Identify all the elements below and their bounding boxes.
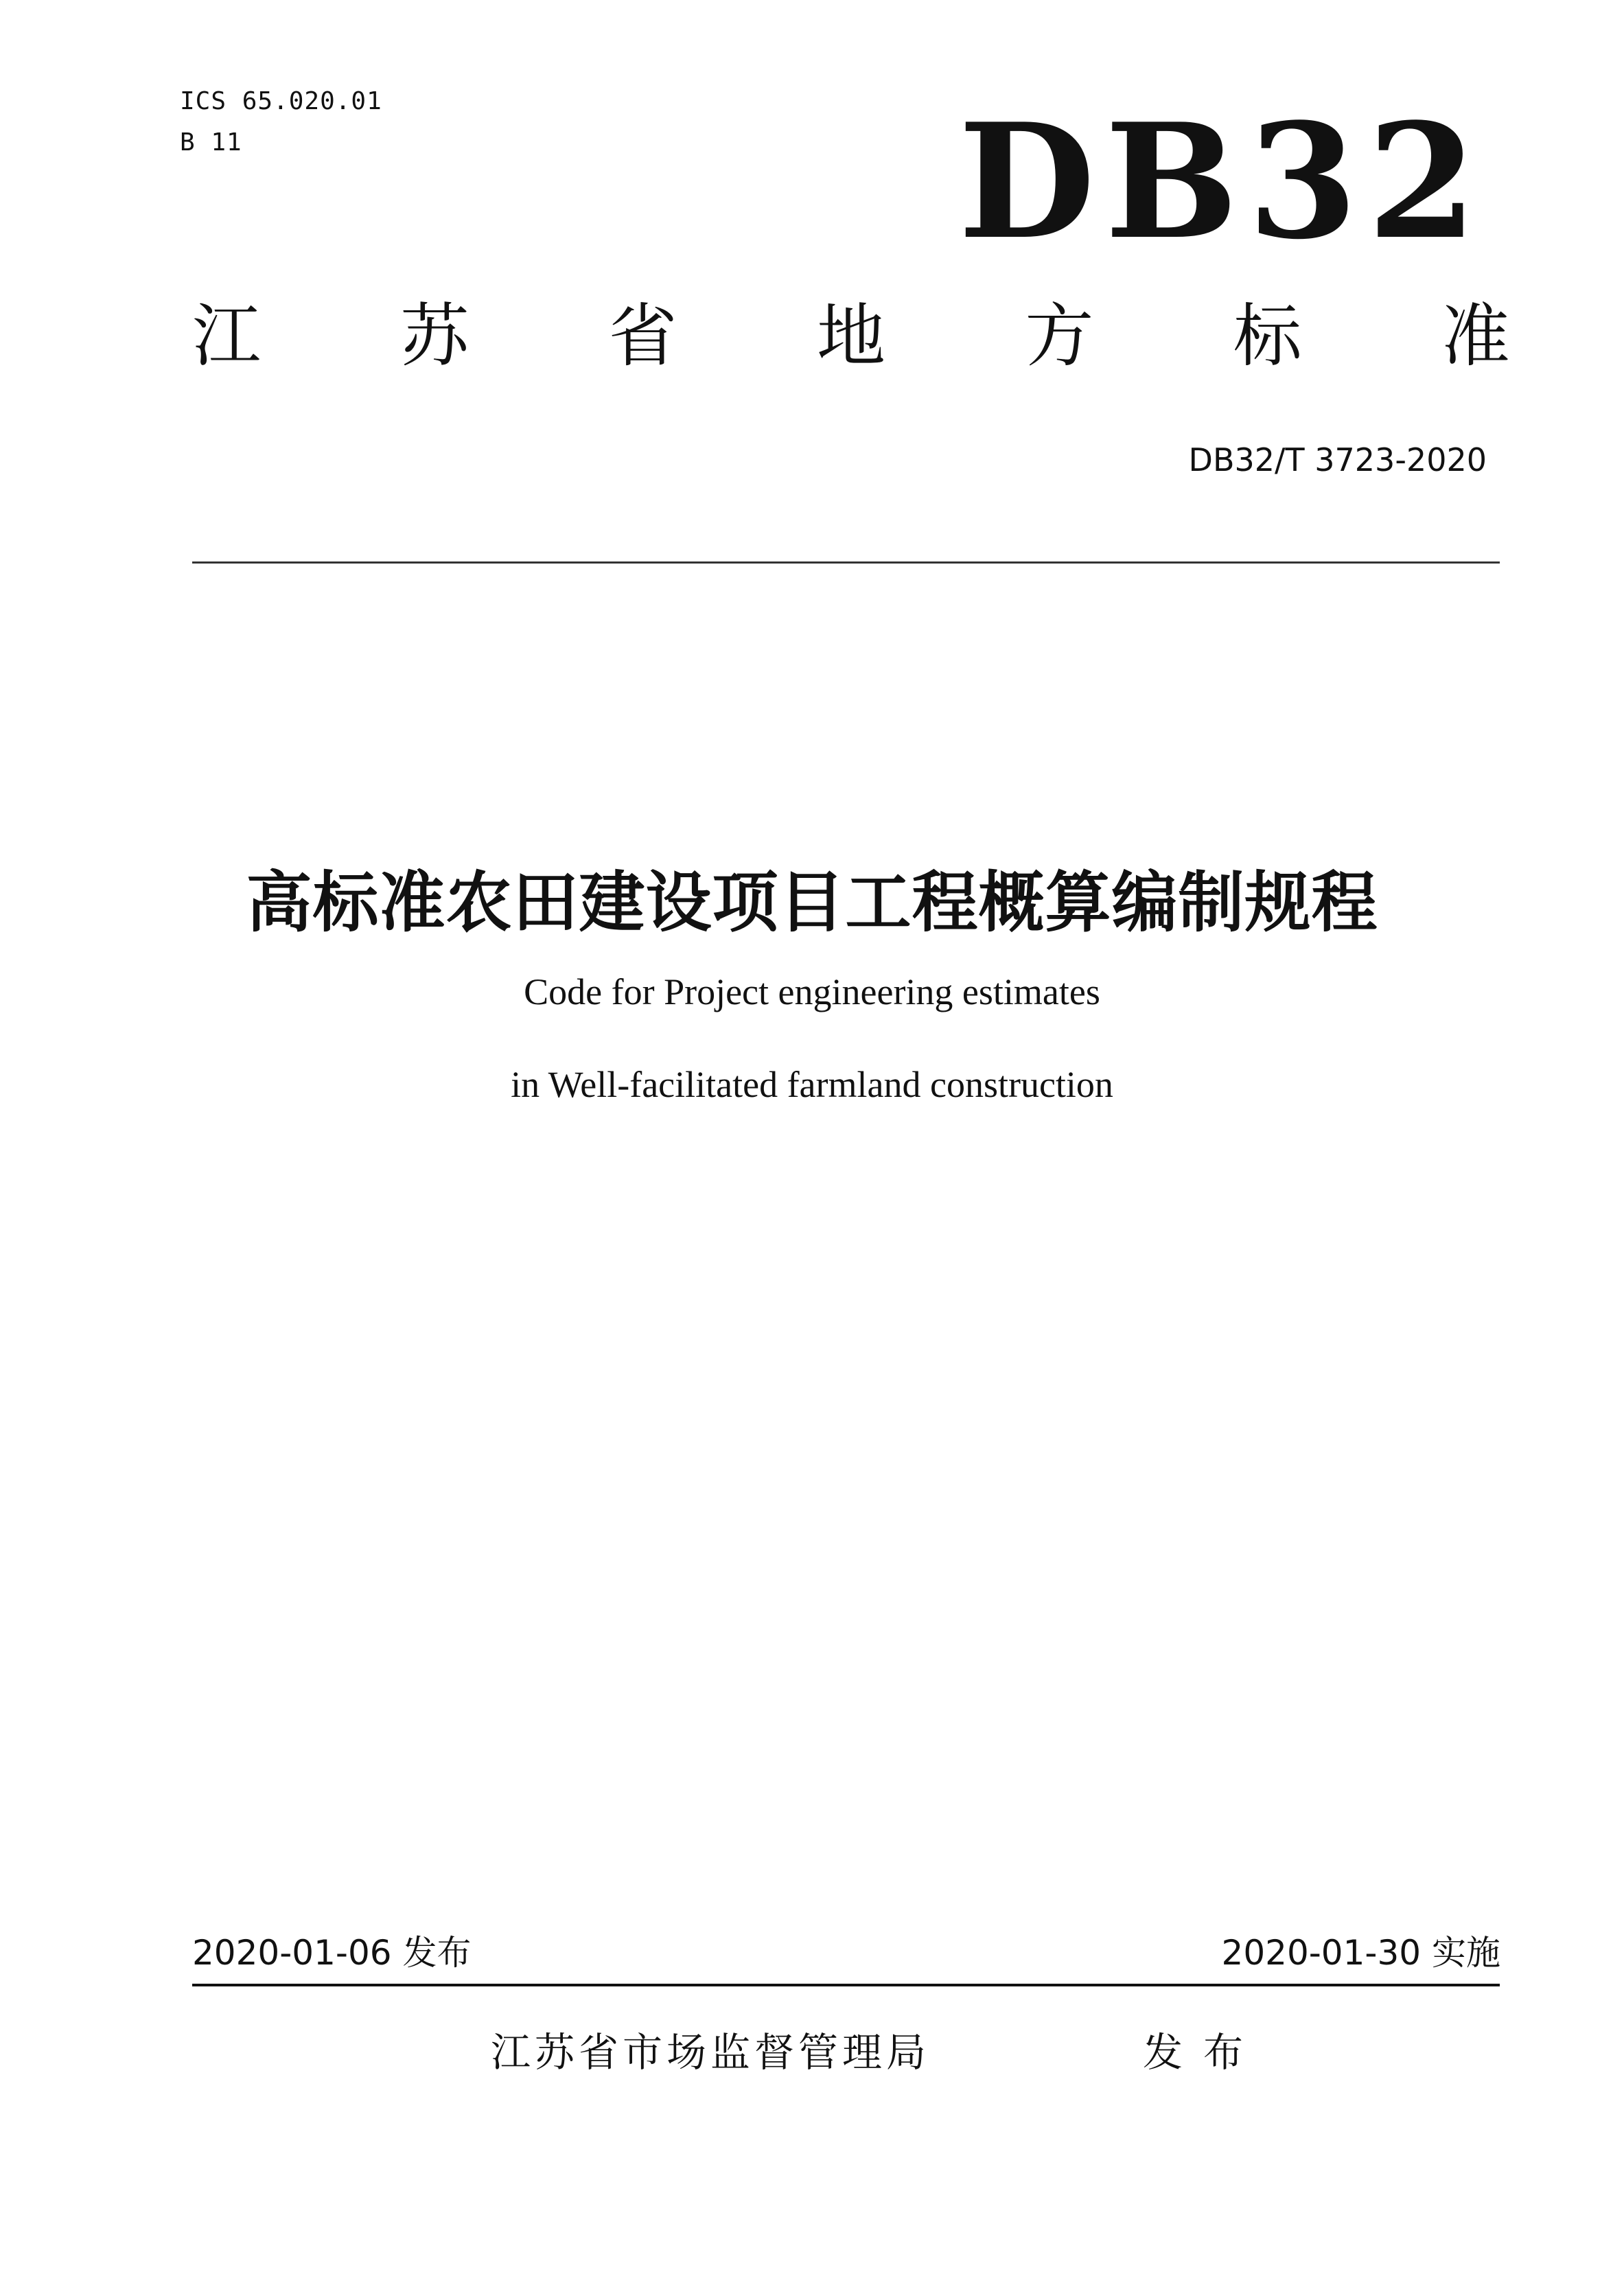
standard-type-char: 地	[816, 296, 885, 376]
standard-type-heading	[192, 295, 1510, 378]
publisher-action: 发布	[1143, 2029, 1264, 2076]
title-chinese: 高标准农田建设项目工程概算编制规程	[246, 864, 1378, 941]
db32-logo: DB32	[958, 89, 1487, 275]
title-english-line1: Code for Project engineering estimates	[524, 971, 1100, 1012]
title-english-line2: in Well-facilitated farmland construction	[511, 1064, 1113, 1105]
standard-type-char: 方	[1025, 296, 1094, 376]
standard-type-char: 省	[608, 296, 677, 376]
ics-code: ICS 65.020.01	[180, 87, 382, 115]
bottom-divider	[192, 1984, 1500, 1986]
issue-date: 2020-01-06 发布	[192, 1933, 472, 1973]
standard-type-char: 标	[1233, 296, 1302, 376]
classification-code: B 11	[180, 128, 242, 156]
standard-type-char: 江	[192, 296, 261, 376]
standard-type-char: 苏	[400, 296, 469, 376]
standard-type-char: 准	[1441, 296, 1510, 376]
publisher-name: 江苏省市场监督管理局	[491, 2029, 931, 2076]
standard-code: DB32/T 3723-2020	[1188, 441, 1487, 478]
top-divider	[192, 561, 1500, 564]
classification-block	[180, 81, 382, 163]
implementation-date: 2020-01-30 实施	[1221, 1933, 1500, 1973]
